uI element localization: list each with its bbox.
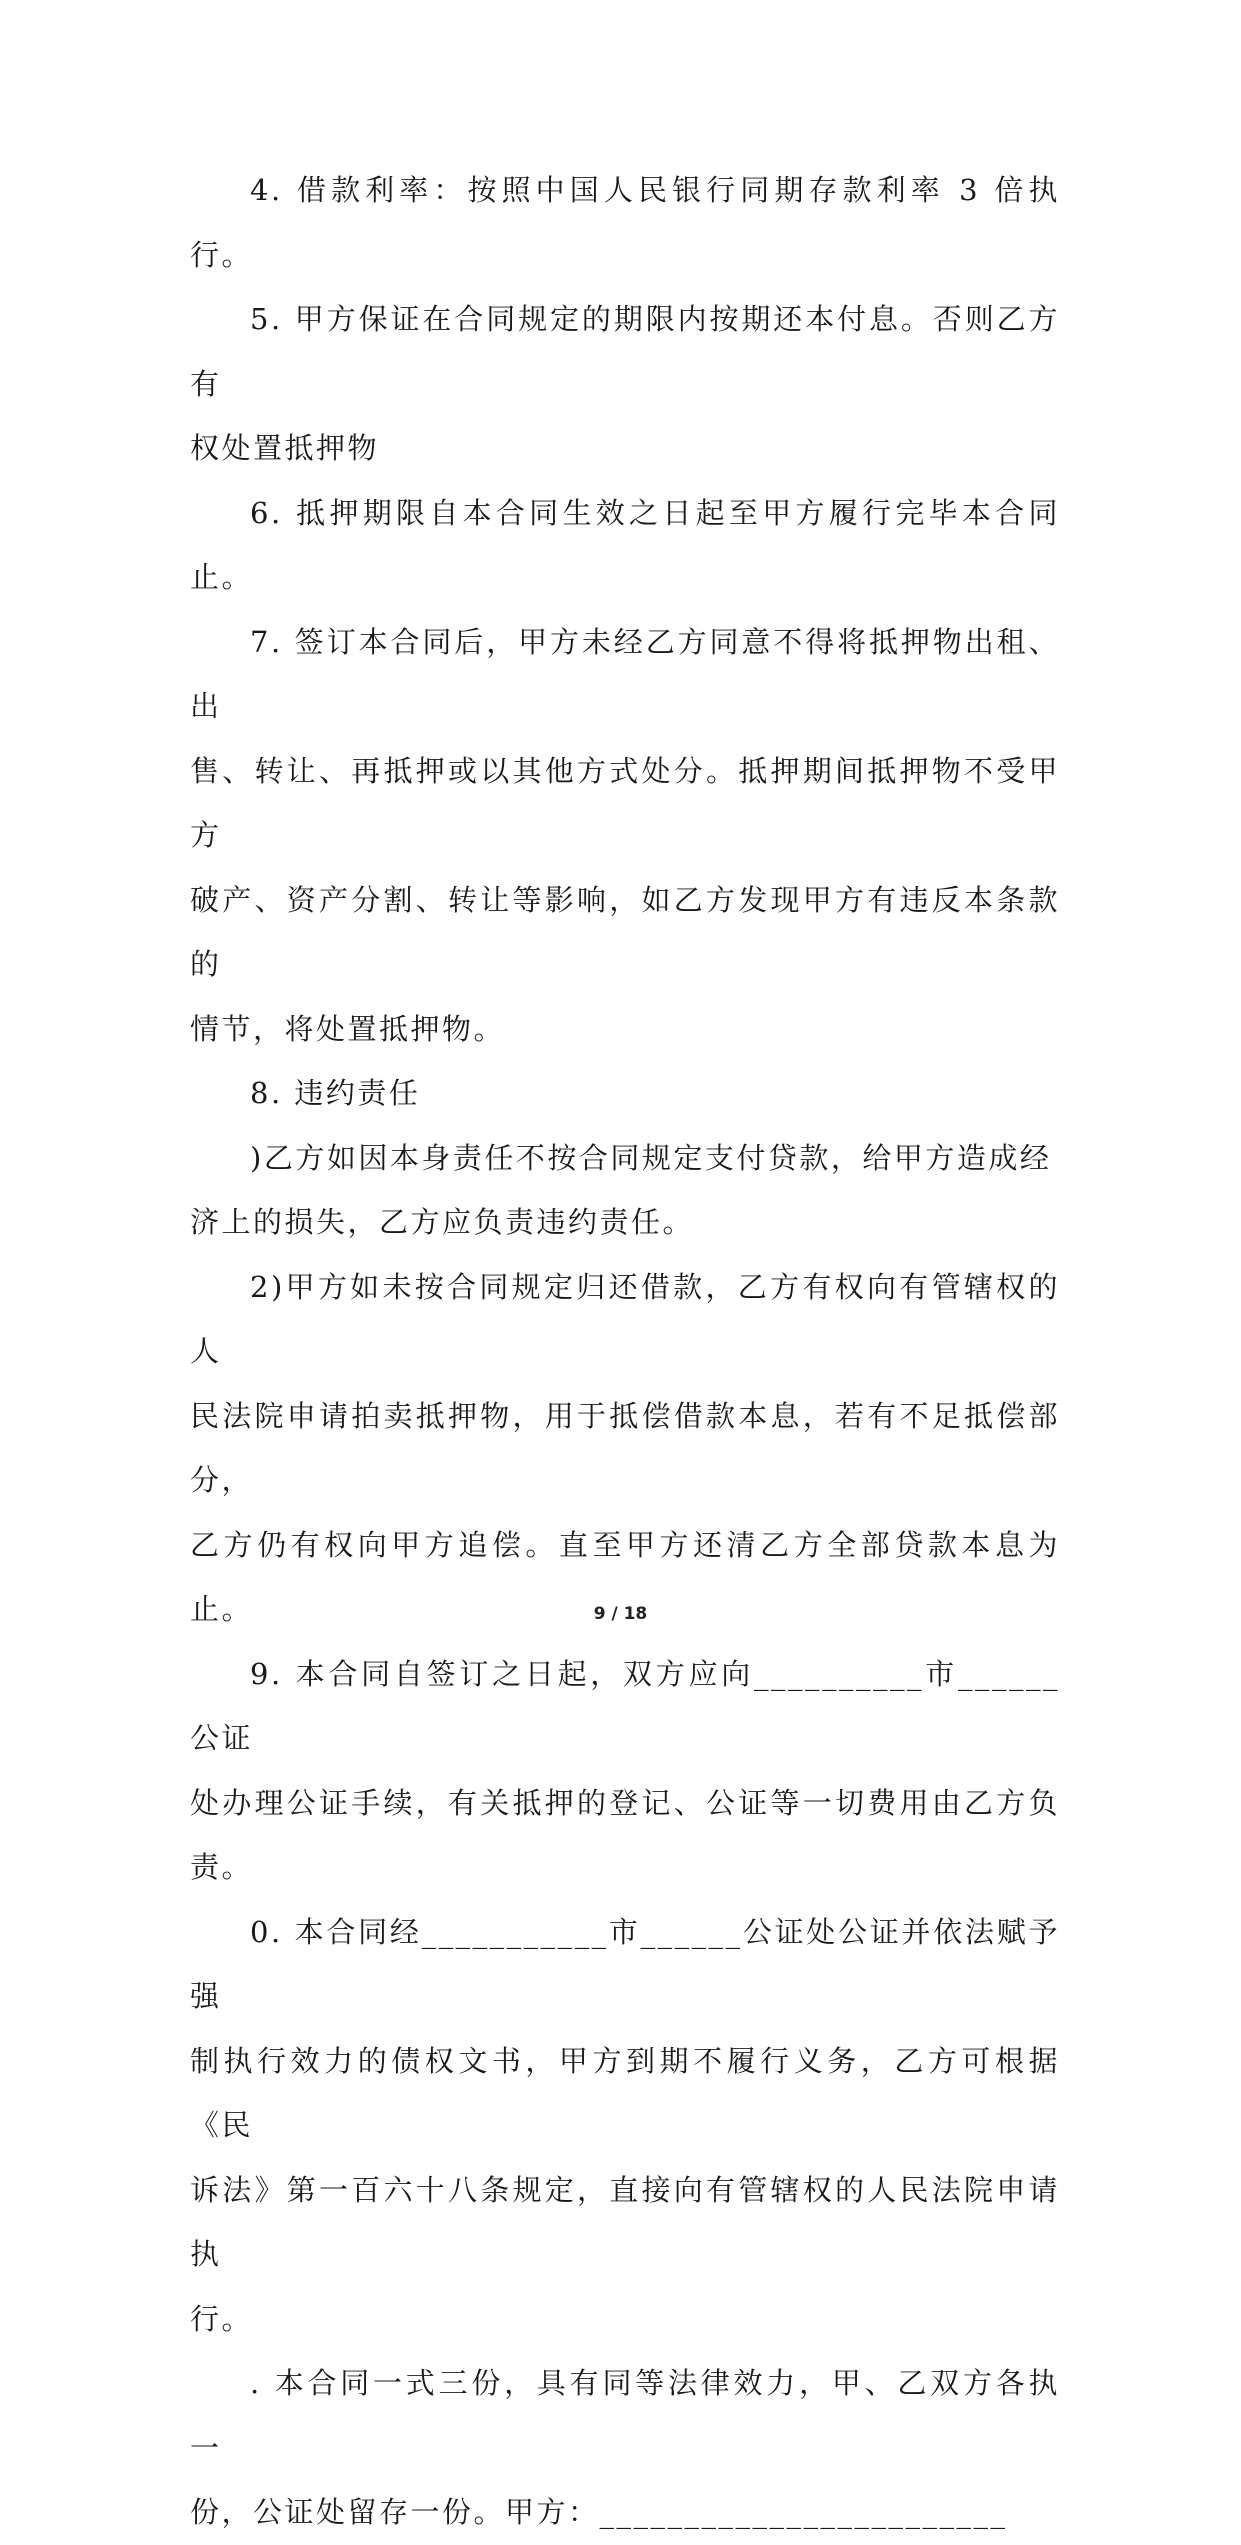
paragraph-line: 9. 本合同自签订之日起，双方应向__________市______公证 bbox=[190, 1656, 1060, 1755]
paragraph bbox=[190, 1126, 1060, 1255]
paragraph-line: 6. 抵押期限自本合同生效之日起至甲方履行完毕本合同止。 bbox=[190, 495, 1060, 594]
paragraph-line: 处办理公证手续，有关抵押的登记、公证等一切费用由乙方负责。 bbox=[190, 1785, 1060, 1884]
paragraph-line: 权处置抵押物 bbox=[190, 431, 380, 465]
paragraph-line: 乙方仍有权向甲方追偿。直至甲方还清乙方全部贷款本息为止。 bbox=[190, 1527, 1060, 1626]
paragraph-line: 诉法》第一百六十八条规定，直接向有管辖权的人民法院申请执 bbox=[190, 2172, 1060, 2271]
paragraph-line: . 本合同一式三份，具有同等法律效力，甲、乙双方各执一 bbox=[190, 2366, 1060, 2465]
paragraph-line: 济上的损失，乙方应负责违约责任。 bbox=[190, 1205, 695, 1239]
paragraph-line: )乙方如因本身责任不按合同规定支付贷款，给甲方造成经 bbox=[250, 1140, 1052, 1175]
paragraph-line: 情节，将处置抵押物。 bbox=[190, 1011, 506, 1046]
paragraph-line: 0. 本合同经___________市______公证处公证并依法赋予强 bbox=[190, 1914, 1060, 2013]
page-number: 9 / 18 bbox=[593, 1604, 648, 1624]
paragraph bbox=[190, 1061, 1060, 1126]
document-body bbox=[190, 158, 1060, 2545]
paragraph bbox=[190, 1642, 1060, 1900]
paragraph-line: 份，公证处留存一份。甲方：________________________ bbox=[190, 2495, 1008, 2529]
paragraph-line: 破产、资产分割、转让等影响，如乙方发现甲方有违反本条款的 bbox=[190, 882, 1060, 981]
paragraph bbox=[190, 1255, 1060, 1642]
paragraph-line: 4. 借款利率：按照中国人民银行同期存款利率 3 倍执行。 bbox=[190, 173, 1060, 272]
paragraph bbox=[190, 481, 1060, 610]
paragraph-line: 5. 甲方保证在合同规定的期限内按期还本付息。否则乙方有 bbox=[190, 302, 1060, 401]
paragraph-line: 民法院申请拍卖抵押物，用于抵偿借款本息，若有不足抵偿部分， bbox=[190, 1398, 1060, 1497]
paragraph-line: 8. 违约责任 bbox=[250, 1076, 421, 1110]
paragraph-line: 制执行效力的债权文书，甲方到期不履行义务，乙方可根据《民 bbox=[190, 2043, 1060, 2142]
paragraph bbox=[190, 1900, 1060, 2352]
paragraph-line: 7. 签订本合同后，甲方未经乙方同意不得将抵押物出租、出 bbox=[190, 624, 1060, 723]
paragraph bbox=[190, 158, 1060, 287]
paragraph-line: 售、转让、再抵押或以其他方式处分。抵押期间抵押物不受甲方 bbox=[190, 753, 1060, 852]
paragraph bbox=[190, 610, 1060, 1062]
paragraph bbox=[190, 2351, 1060, 2545]
paragraph-line: 行。 bbox=[190, 2301, 254, 2336]
paragraph bbox=[190, 287, 1060, 481]
paragraph-line: 2)甲方如未按合同规定归还借款，乙方有权向有管辖权的人 bbox=[190, 1269, 1060, 1368]
